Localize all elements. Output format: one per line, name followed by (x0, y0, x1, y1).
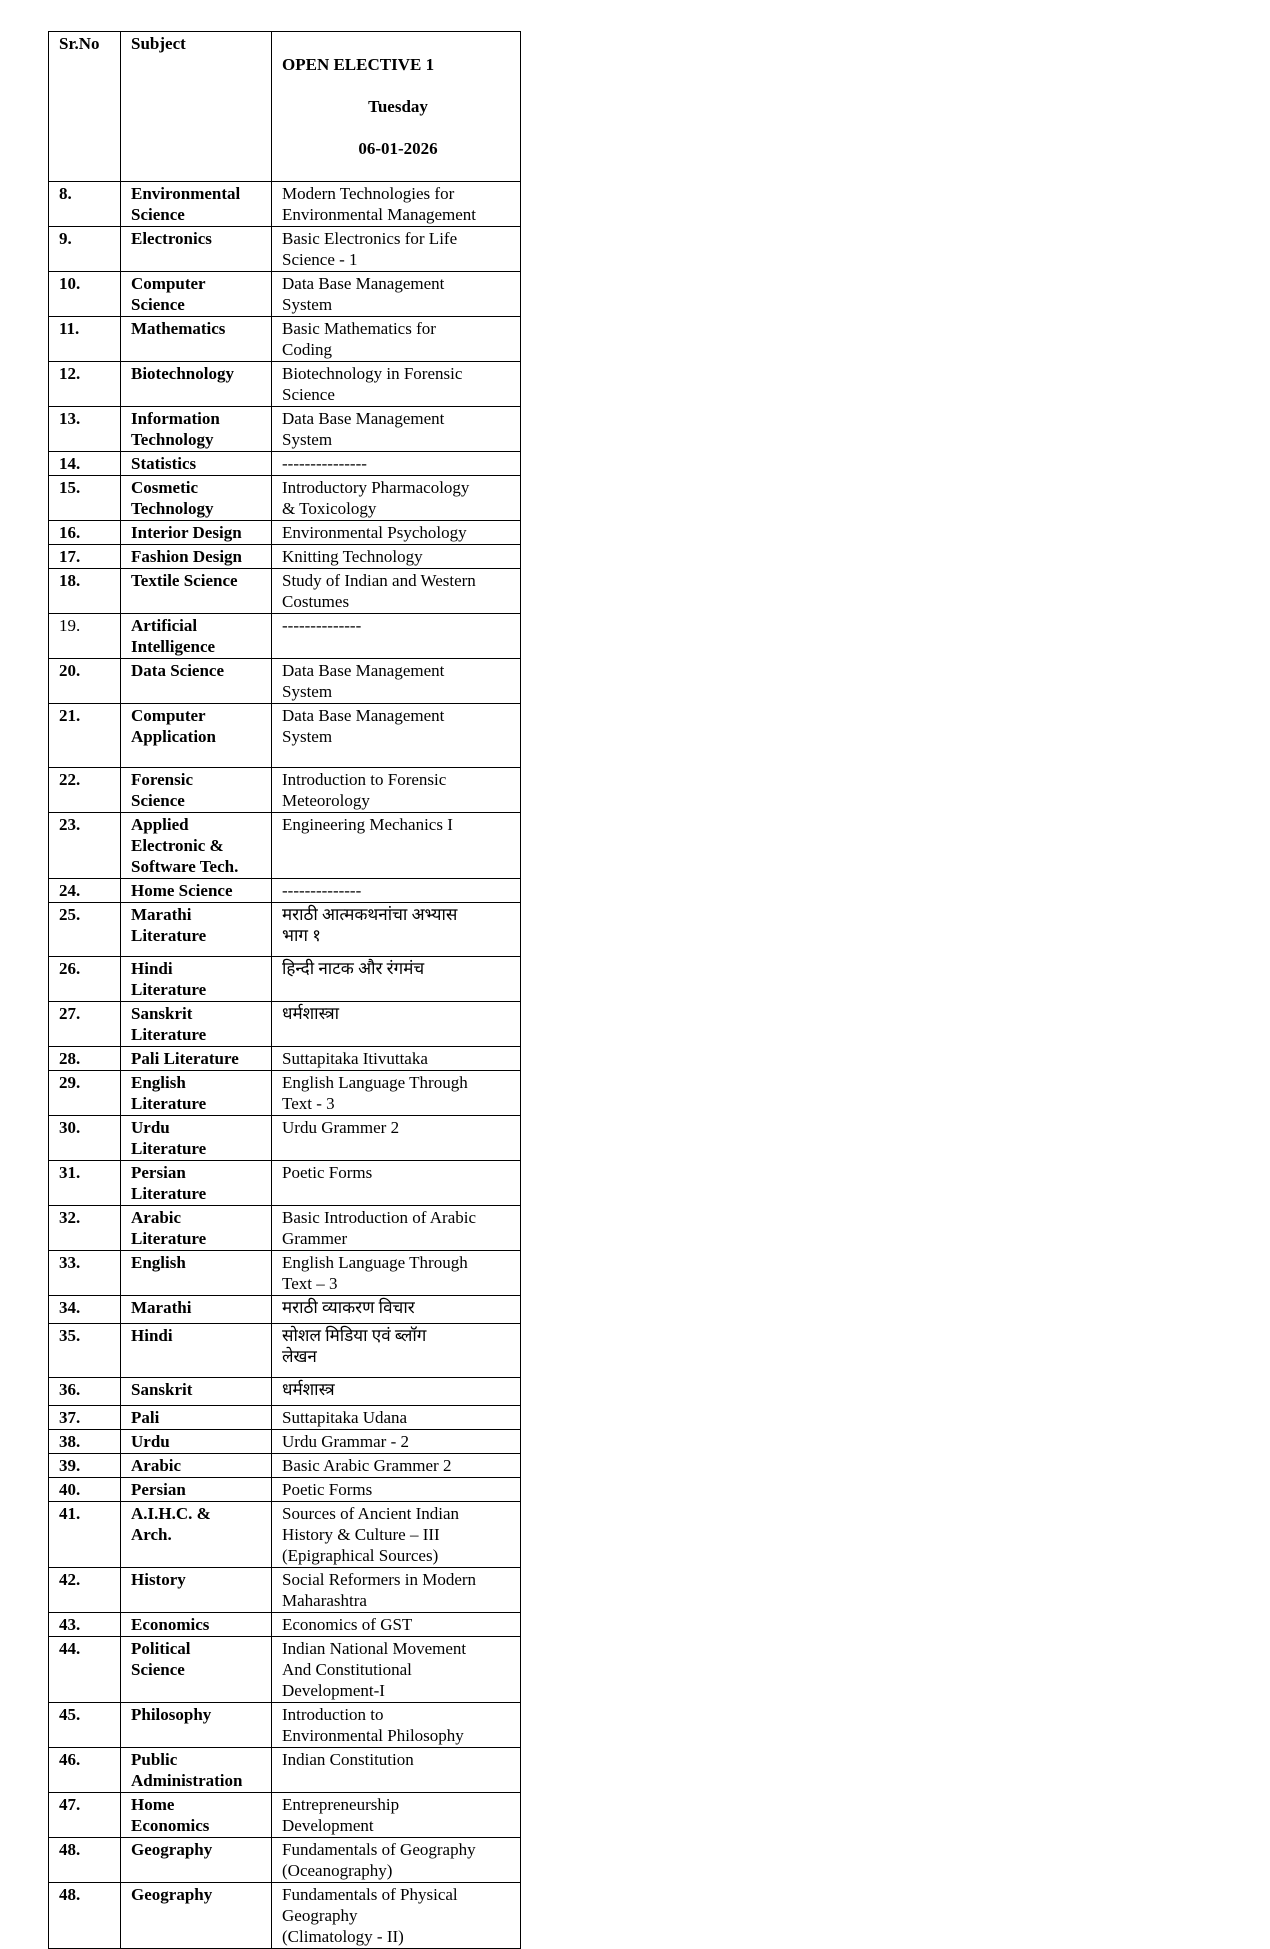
cell-sr-no: 9. (49, 227, 121, 272)
cell-sr-no: 47. (49, 1793, 121, 1838)
table-row (49, 704, 521, 768)
table-row (49, 1748, 521, 1793)
table-row (49, 1703, 521, 1748)
table-row (49, 545, 521, 569)
table-row (49, 1406, 521, 1430)
cell-subject: Pali (121, 1406, 272, 1430)
cell-subject: Electronics (121, 227, 272, 272)
table-row (49, 227, 521, 272)
table-row (49, 1116, 521, 1161)
cell-paper: English Language Through Text - 3 (272, 1071, 521, 1116)
cell-subject: Political Science (121, 1637, 272, 1703)
table-row (49, 1637, 521, 1703)
cell-sr-no: 31. (49, 1161, 121, 1206)
table-row (49, 1613, 521, 1637)
cell-subject: Textile Science (121, 569, 272, 614)
cell-sr-no: 35. (49, 1324, 121, 1378)
table-row (49, 1251, 521, 1296)
cell-paper: Introduction to Forensic Meteorology (272, 768, 521, 813)
cell-paper: Urdu Grammar - 2 (272, 1430, 521, 1454)
cell-subject: Urdu Literature (121, 1116, 272, 1161)
table-row (49, 521, 521, 545)
cell-subject: English (121, 1251, 272, 1296)
cell-sr-no: 30. (49, 1116, 121, 1161)
elective-title: OPEN ELECTIVE 1 (282, 55, 435, 74)
cell-subject: Home Economics (121, 1793, 272, 1838)
cell-paper: Urdu Grammer 2 (272, 1116, 521, 1161)
cell-sr-no: 20. (49, 659, 121, 704)
table-row (49, 1378, 521, 1406)
table-row (49, 813, 521, 879)
table-row (49, 1478, 521, 1502)
cell-sr-no: 21. (49, 704, 121, 768)
cell-sr-no: 15. (49, 476, 121, 521)
cell-sr-no: 11. (49, 317, 121, 362)
cell-paper: धर्मशास्त्र (272, 1378, 521, 1406)
cell-paper: Poetic Forms (272, 1478, 521, 1502)
cell-sr-no: 17. (49, 545, 121, 569)
cell-paper: Fundamentals of Physical Geography (Climatology - II) (272, 1883, 521, 1949)
cell-paper: Economics of GST (272, 1613, 521, 1637)
cell-sr-no: 42. (49, 1568, 121, 1613)
cell-sr-no: 39. (49, 1454, 121, 1478)
table-row (49, 1324, 521, 1378)
table-row (49, 1838, 521, 1883)
table-row (49, 1071, 521, 1116)
table-row (49, 272, 521, 317)
cell-paper: Data Base Management System (272, 704, 521, 768)
elective-day: Tuesday (368, 97, 428, 116)
table-row (49, 1296, 521, 1324)
cell-subject: Applied Electronic & Software Tech. (121, 813, 272, 879)
cell-paper: Suttapitaka Itivuttaka (272, 1047, 521, 1071)
cell-sr-no: 16. (49, 521, 121, 545)
cell-paper: हिन्दी नाटक और रंगमंच (272, 957, 521, 1002)
cell-paper: Introductory Pharmacology & Toxicology (272, 476, 521, 521)
table-row (49, 903, 521, 957)
cell-subject: Artificial Intelligence (121, 614, 272, 659)
cell-subject: History (121, 1568, 272, 1613)
cell-paper: --------------- (272, 452, 521, 476)
cell-subject: Pali Literature (121, 1047, 272, 1071)
cell-paper: धर्मशास्त्रा (272, 1002, 521, 1047)
table-row (49, 1430, 521, 1454)
cell-subject: Philosophy (121, 1703, 272, 1748)
table-row (49, 407, 521, 452)
cell-subject: Home Science (121, 879, 272, 903)
elective-date: 06-01-2026 (358, 139, 438, 158)
cell-subject: Mathematics (121, 317, 272, 362)
cell-subject: Data Science (121, 659, 272, 704)
table-row (49, 1883, 521, 1949)
table-row (49, 1568, 521, 1613)
cell-subject: Geography (121, 1838, 272, 1883)
cell-subject: Hindi Literature (121, 957, 272, 1002)
table-row (49, 614, 521, 659)
cell-sr-no: 14. (49, 452, 121, 476)
header-open-elective (272, 32, 521, 182)
cell-subject: Marathi (121, 1296, 272, 1324)
cell-paper: सोशल मिडिया एवं ब्लॉग लेखन (272, 1324, 521, 1378)
cell-paper: Sources of Ancient Indian History & Culture – III (Epigraphical Sources) (272, 1502, 521, 1568)
cell-paper: Study of Indian and Western Costumes (272, 569, 521, 614)
table-row (49, 957, 521, 1002)
cell-paper: -------------- (272, 614, 521, 659)
cell-sr-no: 41. (49, 1502, 121, 1568)
table-row (49, 1502, 521, 1568)
cell-subject: Information Technology (121, 407, 272, 452)
table-row (49, 768, 521, 813)
cell-sr-no: 25. (49, 903, 121, 957)
cell-subject: Arabic (121, 1454, 272, 1478)
table-row (49, 1047, 521, 1071)
timetable-body (49, 182, 521, 1949)
header-subject: Subject (121, 32, 272, 182)
cell-subject: Computer Application (121, 704, 272, 768)
cell-paper: Poetic Forms (272, 1161, 521, 1206)
cell-sr-no: 34. (49, 1296, 121, 1324)
cell-subject: Hindi (121, 1324, 272, 1378)
cell-paper: Entrepreneurship Development (272, 1793, 521, 1838)
cell-paper: Engineering Mechanics I (272, 813, 521, 879)
cell-paper: Introduction to Environmental Philosophy (272, 1703, 521, 1748)
cell-subject: Biotechnology (121, 362, 272, 407)
table-row (49, 1161, 521, 1206)
cell-sr-no: 12. (49, 362, 121, 407)
cell-paper: Data Base Management System (272, 659, 521, 704)
table-row (49, 1793, 521, 1838)
cell-subject: Economics (121, 1613, 272, 1637)
table-row (49, 1454, 521, 1478)
table-row (49, 1002, 521, 1047)
cell-sr-no: 29. (49, 1071, 121, 1116)
cell-paper: Social Reformers in Modern Maharashtra (272, 1568, 521, 1613)
exam-timetable (48, 31, 521, 1949)
cell-subject: Marathi Literature (121, 903, 272, 957)
cell-sr-no: 26. (49, 957, 121, 1002)
cell-paper: Basic Arabic Grammer 2 (272, 1454, 521, 1478)
table-row (49, 569, 521, 614)
cell-subject: Urdu (121, 1430, 272, 1454)
cell-subject: Forensic Science (121, 768, 272, 813)
header-sr-no: Sr.No (49, 32, 121, 182)
cell-sr-no: 38. (49, 1430, 121, 1454)
cell-sr-no: 33. (49, 1251, 121, 1296)
cell-paper: Indian Constitution (272, 1748, 521, 1793)
cell-paper: Basic Mathematics for Coding (272, 317, 521, 362)
cell-sr-no: 36. (49, 1378, 121, 1406)
cell-subject: A.I.H.C. & Arch. (121, 1502, 272, 1568)
cell-subject: Arabic Literature (121, 1206, 272, 1251)
cell-subject: Persian (121, 1478, 272, 1502)
cell-subject: Public Administration (121, 1748, 272, 1793)
cell-paper: Suttapitaka Udana (272, 1406, 521, 1430)
cell-paper: Knitting Technology (272, 545, 521, 569)
cell-paper: Fundamentals of Geography (Oceanography) (272, 1838, 521, 1883)
cell-subject: Cosmetic Technology (121, 476, 272, 521)
cell-sr-no: 24. (49, 879, 121, 903)
table-row (49, 879, 521, 903)
cell-sr-no: 40. (49, 1478, 121, 1502)
cell-sr-no: 48. (49, 1883, 121, 1949)
cell-sr-no: 8. (49, 182, 121, 227)
cell-paper: Basic Electronics for Life Science - 1 (272, 227, 521, 272)
table-row (49, 182, 521, 227)
cell-paper: Environmental Psychology (272, 521, 521, 545)
cell-sr-no: 10. (49, 272, 121, 317)
cell-subject: Computer Science (121, 272, 272, 317)
cell-subject: Sanskrit Literature (121, 1002, 272, 1047)
cell-subject: Persian Literature (121, 1161, 272, 1206)
cell-sr-no: 23. (49, 813, 121, 879)
table-row (49, 452, 521, 476)
cell-sr-no: 45. (49, 1703, 121, 1748)
cell-sr-no: 43. (49, 1613, 121, 1637)
cell-sr-no: 32. (49, 1206, 121, 1251)
table-row (49, 476, 521, 521)
cell-subject: Geography (121, 1883, 272, 1949)
table-row (49, 659, 521, 704)
cell-paper: Data Base Management System (272, 272, 521, 317)
table-row (49, 362, 521, 407)
cell-paper: Basic Introduction of Arabic Grammer (272, 1206, 521, 1251)
cell-sr-no: 27. (49, 1002, 121, 1047)
table-row (49, 317, 521, 362)
cell-subject: Statistics (121, 452, 272, 476)
cell-sr-no: 19. (49, 614, 121, 659)
cell-paper: Biotechnology in Forensic Science (272, 362, 521, 407)
cell-subject: English Literature (121, 1071, 272, 1116)
cell-sr-no: 13. (49, 407, 121, 452)
cell-sr-no: 37. (49, 1406, 121, 1430)
cell-paper: Data Base Management System (272, 407, 521, 452)
cell-subject: Interior Design (121, 521, 272, 545)
cell-sr-no: 46. (49, 1748, 121, 1793)
table-row (49, 1206, 521, 1251)
cell-subject: Environmental Science (121, 182, 272, 227)
cell-sr-no: 48. (49, 1838, 121, 1883)
cell-sr-no: 22. (49, 768, 121, 813)
cell-sr-no: 44. (49, 1637, 121, 1703)
cell-paper: English Language Through Text – 3 (272, 1251, 521, 1296)
cell-subject: Fashion Design (121, 545, 272, 569)
cell-sr-no: 28. (49, 1047, 121, 1071)
cell-paper: Indian National Movement And Constitutional Development-I (272, 1637, 521, 1703)
cell-sr-no: 18. (49, 569, 121, 614)
cell-paper: मराठी आत्मकथनांचा अभ्यास भाग १ (272, 903, 521, 957)
cell-paper: -------------- (272, 879, 521, 903)
cell-subject: Sanskrit (121, 1378, 272, 1406)
header-row (49, 32, 521, 182)
cell-paper: मराठी व्याकरण विचार (272, 1296, 521, 1324)
cell-paper: Modern Technologies for Environmental Management (272, 182, 521, 227)
